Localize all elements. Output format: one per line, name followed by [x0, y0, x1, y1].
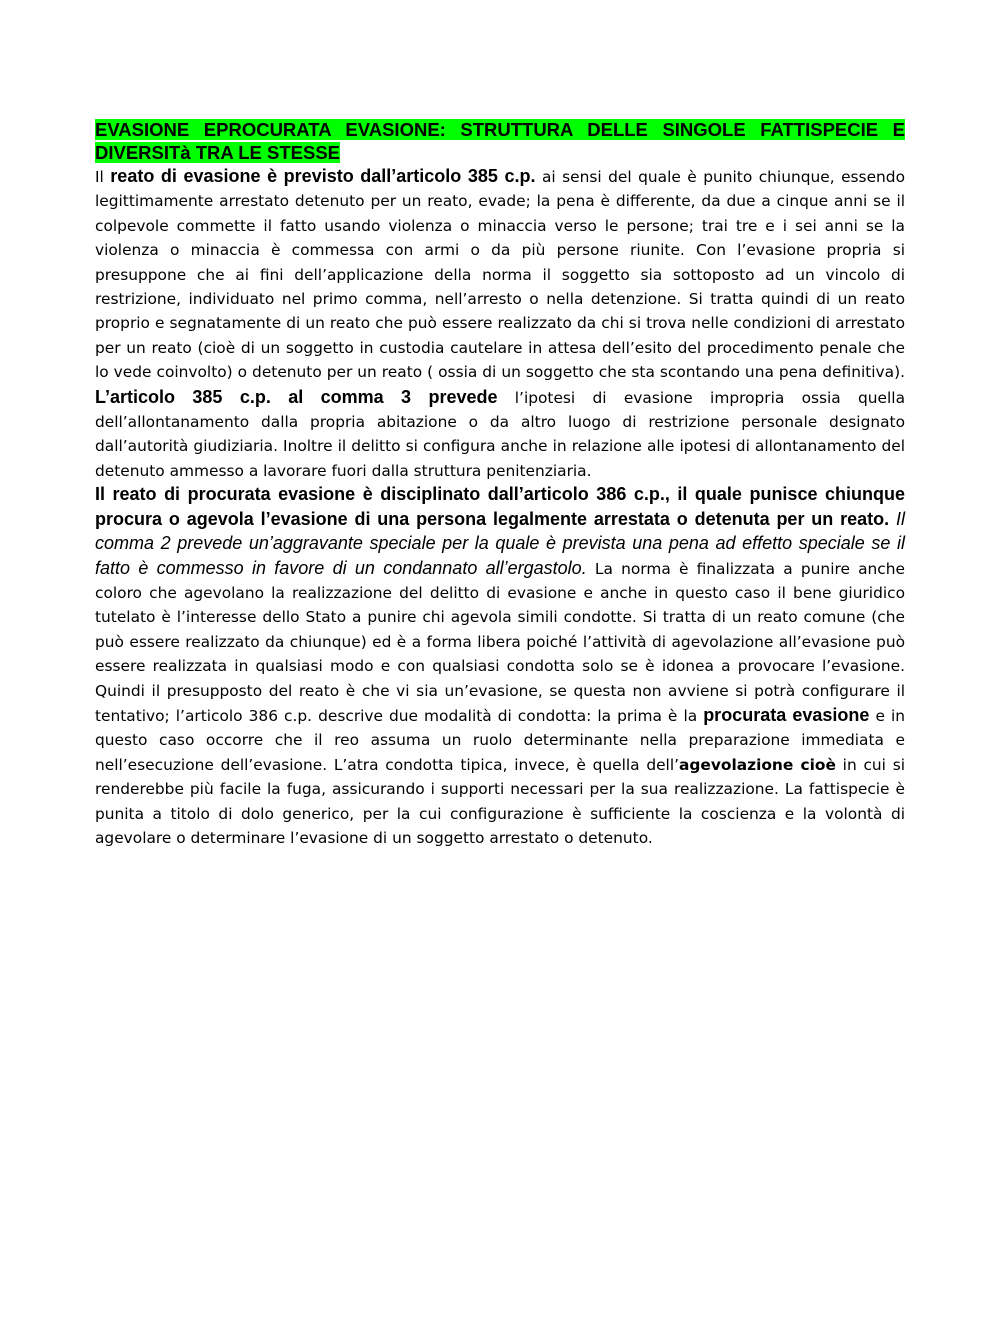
text-run: Il	[95, 168, 111, 186]
document-title	[95, 118, 905, 164]
bold-phrase: reato di evasione è previsto dall’articolo 385 c.p.	[110, 166, 536, 186]
bold-lead-sentence: Il reato di procurata evasione è disciplinato dall’articolo 386 c.p., il quale punisce chiunque procura o agevola l’evasione di una persona legalmente arrestata o detenuta per un reato.	[95, 484, 905, 529]
title-highlight: EVASIONE EPROCURATA EVASIONE: STRUTTURA DELLE SINGOLE FATTISPECIE E DIVERSITà TRA LE STESSE	[95, 119, 905, 163]
document-page	[95, 118, 905, 850]
text-run: in cui si renderebbe più facile la fuga, assicurando i supporti necessari per la sua realizzazione. La fattispecie è punita a titolo di dolo generico, per la cui configurazione è sufficiente la coscienza e la volontà di agevolare o determinare l’evasione di un soggetto arrestato o detenuto.	[95, 755, 905, 847]
text-run: l’ipotesi di evasione impropria ossia quella dell’allontanamento dalla propria abitazione o da altro luogo di restrizione personale designato dall’autorità giudiziaria. Inoltre il delitto si configura anche in relazione alle ipotesi di allontanamento del detenuto ammesso a lavorare fuori dalla struttura penitenziaria.	[95, 388, 905, 480]
bold-phrase: agevolazione cioè	[679, 755, 836, 774]
text-run: e in questo caso occorre che il reo assuma un ruolo determinante nella preparazione immediata e nell’esecuzione dell’evasione. L’atra condotta tipica, invece, è quella dell’	[95, 706, 905, 774]
italic-sentence: Il comma 2 prevede un’aggravante speciale per la quale è prevista una pena ad effetto speciale se il fatto è commesso in favore di un condannato all’ergastolo.	[95, 508, 905, 578]
paragraph-evasione	[95, 164, 905, 483]
text-run: La norma è finalizzata a punire anche coloro che agevolano la realizzazione del delitto di evasione e anche in questo caso il bene giuridico tutelato è l’interesse dello Stato a punire chi agevola simili condotte. Si tratta di un reato comune (che può essere realizzato da chiunque) ed è a forma libera poiché l’attività di agevolazione all’evasione può essere realizzata in qualsiasi modo e con qualsiasi condotta solo se è idonea a provocare l’evasione. Quindi il presupposto del reato è che vi sia un’evasione, se questa non avviene si potrà configurare il tentativo; l’articolo 386 c.p. descrive due modalità di condotta: la prima è la	[95, 559, 905, 725]
bold-phrase: procurata evasione	[703, 704, 870, 725]
bold-phrase: L’articolo 385 c.p. al comma 3 prevede	[95, 386, 498, 407]
paragraph-procurata-evasione	[95, 483, 905, 850]
text-run: ai sensi del quale è punito chiunque, essendo legittimamente arrestato detenuto per un reato, evade; la pena è differente, da due a cinque anni se il colpevole commette il fatto usando violenza o minaccia verso le persone; trai tre e i sei anni se la violenza o minaccia è commessa con armi o da più persone riunite. Con l’evasione propria si presuppone che ai fini dell’applicazione della norma il soggetto sia sottoposto ad un vincolo di restrizione, individuato nel primo comma, nell’arresto o nella detenzione. Si tratta quindi di un reato proprio e segnatamente di un reato che può essere realizzato da chi si trova nelle condizioni di arrestato per un reato (cioè di un soggetto in custodia cautelare in attesa dell’esito del procedimento penale che lo vede coinvolto) o detenuto per un reato ( ossia di un soggetto che sta scontando una pena definitiva).	[95, 168, 905, 382]
